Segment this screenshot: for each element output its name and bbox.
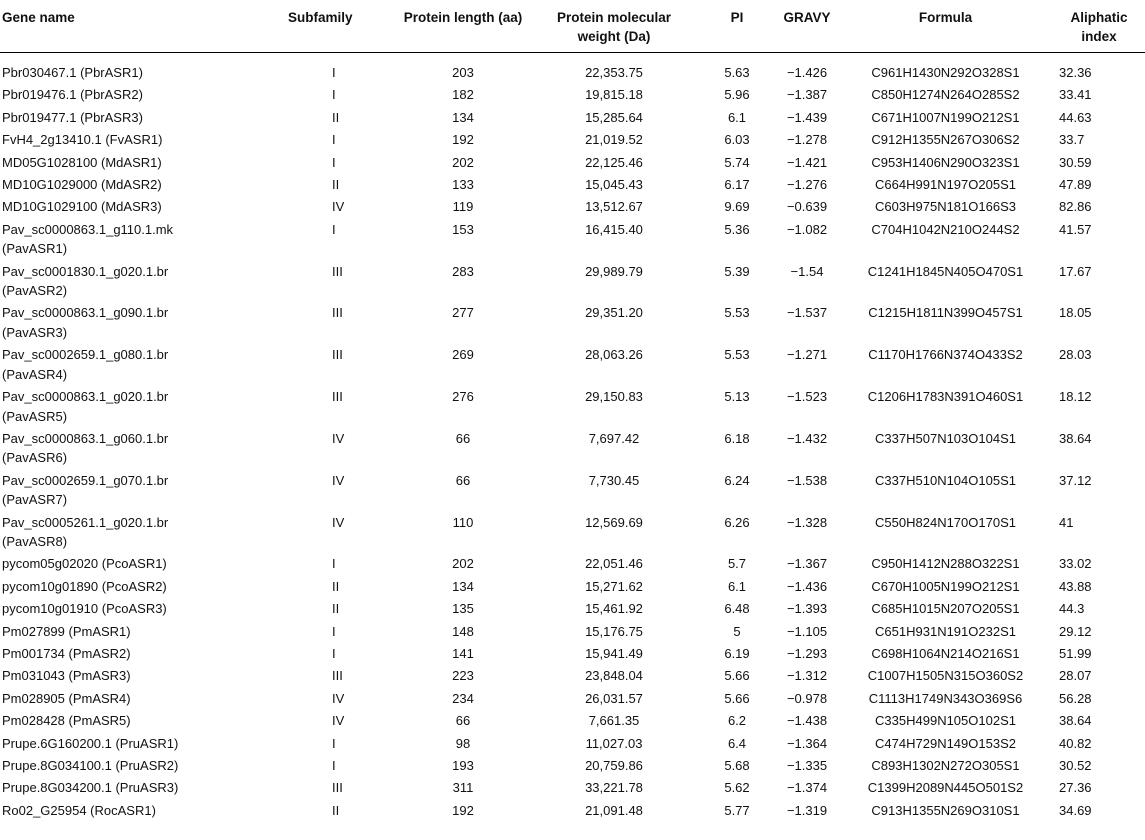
gene-name-cell [0,776,288,798]
header-subfamily: Subfamily [288,0,396,53]
table-row [0,799,1145,821]
protein-length-cell: 234 [452,690,474,706]
gene-id: Pm028428 (PmASR5) [2,713,131,729]
gene-name-cell [0,128,288,150]
protein-length-cell: 133 [452,177,474,193]
gene-id: FvH4_2g13410.1 (FvASR1) [2,132,163,148]
gene-id: pycom10g01890 (PcoASR2) [2,578,167,594]
molecular-weight-cell: 22,051.46 [585,556,643,572]
formula-cell: C1241H1845N405O470S1 [867,263,1024,279]
gene-id: Pav_sc0002659.1_g070.1.br [2,472,169,488]
gene-name-cell [0,260,288,302]
formula-cell: C704H1042N210O244S2 [871,221,1020,237]
subfamily-cell: I [332,132,336,148]
gravy-cell: −1.364 [786,735,828,751]
subfamily-cell: IV [332,199,345,215]
gravy-cell: −1.293 [786,645,828,661]
gravy-cell: −1.393 [786,601,828,617]
table-row [0,106,1145,128]
gene-id: Pm001734 (PmASR2) [2,645,131,661]
subfamily-cell: I [332,735,336,751]
gravy-cell: −1.438 [786,713,828,729]
molecular-weight-cell: 29,150.83 [585,389,643,405]
gene-id: Pbr019477.1 (PbrASR3) [2,109,143,125]
protein-length-cell: 202 [452,556,474,572]
formula-cell: C961H1430N292O328S1 [871,65,1020,80]
aliphatic-index-cell: 33.7 [1059,132,1085,148]
gene-name-cell [0,385,288,427]
pi-cell: 5.36 [724,221,750,237]
gene-alias: (PavASR7) [2,492,68,508]
gene-name-cell [0,83,288,105]
formula-cell: C651H931N191O232S1 [875,623,1016,639]
formula-cell: C1007H1505N315O360S2 [867,668,1024,684]
gravy-cell: −1.328 [786,514,828,530]
protein-length-cell: 148 [452,623,474,639]
gene-name-cell [0,664,288,686]
protein-length-cell: 223 [452,668,474,684]
subfamily-cell: IV [332,472,345,488]
gravy-cell: −1.387 [786,87,828,103]
molecular-weight-cell: 21,019.52 [585,132,643,148]
pi-cell: 9.69 [724,199,750,215]
gene-id: MD10G1029000 (MdASR2) [2,177,162,193]
table-row [0,301,1145,343]
aliphatic-index-cell: 32.36 [1059,65,1092,80]
gene-id: Ro02_G25954 (RocASR1) [2,802,156,818]
aliphatic-index-cell: 44.3 [1059,601,1085,617]
aliphatic-index-cell: 28.03 [1059,347,1092,363]
gravy-cell: −1.439 [786,109,828,125]
aliphatic-index-cell: 44.63 [1059,109,1092,125]
gene-id: Pm027899 (PmASR1) [2,623,131,639]
gene-name-cell [0,301,288,343]
gene-id: Prupe.6G160200.1 (PruASR1) [2,735,179,751]
protein-length-cell: 182 [452,87,474,103]
gravy-cell: −1.312 [786,668,828,684]
pi-cell: 6.26 [724,514,750,530]
protein-length-cell: 311 [452,780,474,796]
gene-name-cell [0,151,288,173]
pi-cell: 6.2 [727,713,747,729]
table-row [0,776,1145,798]
formula-cell: C603H975N181O166S3 [875,199,1016,215]
table-row [0,732,1145,754]
formula-cell: C664H991N197O205S1 [875,177,1016,193]
formula-cell: C1206H1783N391O460S1 [867,389,1024,405]
gene-id: Pav_sc0000863.1_g060.1.br [2,430,169,446]
subfamily-cell: II [332,802,340,818]
molecular-weight-cell: 13,512.67 [585,199,643,215]
gene-alias: (PavASR5) [2,408,68,424]
aliphatic-index-cell: 40.82 [1059,735,1092,751]
header-molecular-weight: Protein molecular weight (Da) [530,0,698,53]
table-row [0,597,1145,619]
gene-id: Pbr030467.1 (PbrASR1) [2,65,143,80]
protein-length-cell: 98 [455,735,471,751]
gene-name-cell [0,106,288,128]
molecular-weight-cell: 16,415.40 [585,221,643,237]
table-row [0,385,1145,427]
subfamily-cell: II [332,109,340,125]
pi-cell: 6.17 [724,177,750,193]
header-pi: PI [698,0,776,53]
molecular-weight-cell: 23,848.04 [585,668,643,684]
table-row [0,128,1145,150]
protein-length-cell: 134 [452,578,474,594]
table-row [0,664,1145,686]
gravy-cell: −1.54 [790,263,824,279]
formula-cell: C670H1005N199O212S1 [871,578,1020,594]
protein-length-cell: 192 [452,802,474,818]
aliphatic-index-cell: 30.52 [1059,758,1092,773]
subfamily-cell: IV [332,514,345,530]
gene-name-cell [0,173,288,195]
pi-cell: 5.53 [724,305,750,321]
aliphatic-index-cell: 18.05 [1059,305,1092,321]
pi-cell: 6.48 [724,601,750,617]
aliphatic-index-cell: 29.12 [1059,623,1092,639]
aliphatic-index-cell: 34.69 [1059,802,1092,818]
formula-cell: C337H507N103O104S1 [875,430,1016,446]
header-aliphatic-index: Aliphatic index [1053,0,1145,53]
gravy-cell: −1.374 [786,780,828,796]
molecular-weight-cell: 21,091.48 [585,802,643,818]
gravy-cell: −1.537 [786,305,828,321]
formula-cell: C1113H1749N343O369S6 [868,690,1023,706]
pi-cell: 5.7 [727,556,747,572]
aliphatic-index-cell: 82.86 [1059,199,1092,215]
gene-alias: (PavASR3) [2,324,68,340]
subfamily-cell: I [332,221,336,237]
pi-cell: 5.66 [724,668,750,684]
protein-length-cell: 66 [455,430,471,446]
gene-name-cell [0,799,288,821]
gene-id: MD10G1029100 (MdASR3) [2,199,162,215]
gravy-cell: −1.271 [786,347,828,363]
subfamily-cell: I [332,556,336,572]
subfamily-cell: I [332,87,336,103]
pi-cell: 5.63 [724,65,750,80]
protein-length-cell: 119 [452,199,474,215]
table-header [0,0,1145,53]
subfamily-cell: III [332,389,343,405]
gene-name-cell [0,343,288,385]
molecular-weight-cell: 29,351.20 [585,305,643,321]
formula-cell: C698H1064N214O216S1 [871,645,1020,661]
protein-length-cell: 66 [455,713,471,729]
table-row [0,469,1145,511]
protein-length-cell: 276 [452,389,474,405]
header-row [0,0,1145,53]
table-body [0,53,1145,822]
protein-length-cell: 283 [452,263,474,279]
formula-cell: C1170H1766N374O433S2 [868,347,1023,363]
pi-cell: 5.74 [724,154,750,170]
pi-cell: 5.66 [724,690,750,706]
table-row [0,709,1145,731]
gravy-cell: −1.278 [786,132,828,148]
gene-alias: (PavASR4) [2,366,68,382]
protein-length-cell: 193 [452,758,474,773]
gene-id: Prupe.8G034200.1 (PruASR3) [2,780,179,796]
formula-cell: C1399H2089N445O501S2 [867,780,1024,796]
protein-length-cell: 153 [452,221,474,237]
subfamily-cell: IV [332,430,345,446]
gene-name-cell [0,575,288,597]
gravy-cell: −1.335 [786,758,828,773]
protein-length-cell: 203 [452,65,474,80]
subfamily-cell: I [332,645,336,661]
gene-name-cell [0,687,288,709]
table-row [0,218,1145,260]
formula-cell: C950H1412N288O322S1 [871,556,1020,572]
gene-id: Pav_sc0000863.1_g110.1.mk [2,221,174,237]
molecular-weight-cell: 7,730.45 [588,472,640,488]
pi-cell: 5.53 [724,347,750,363]
pi-cell: 5.13 [724,389,750,405]
gene-id: Pav_sc0001830.1_g020.1.br [2,263,169,279]
gene-name-cell [0,620,288,642]
table-row [0,575,1145,597]
gravy-cell: −1.538 [786,472,828,488]
table-row [0,343,1145,385]
gravy-cell: −1.432 [786,430,828,446]
formula-cell: C550H824N170O170S1 [875,514,1016,530]
gene-id: Pav_sc0000863.1_g090.1.br [2,305,169,321]
aliphatic-index-cell: 18.12 [1059,389,1092,405]
aliphatic-index-cell: 38.64 [1059,713,1092,729]
formula-cell: C893H1302N272O305S1 [871,758,1020,773]
molecular-weight-cell: 28,063.26 [585,347,643,363]
subfamily-cell: III [332,780,343,796]
table-row [0,260,1145,302]
gene-id: Prupe.8G034100.1 (PruASR2) [2,758,179,773]
table-row [0,83,1145,105]
pi-cell: 5.39 [724,263,750,279]
aliphatic-index-cell: 33.41 [1059,87,1092,103]
formula-cell: C1215H1811N399O457S1 [868,305,1023,321]
gravy-cell: −0.639 [786,199,828,215]
molecular-weight-cell: 26,031.57 [585,690,643,706]
gene-id: MD05G1028100 (MdASR1) [2,154,162,170]
molecular-weight-cell: 19,815.18 [585,87,643,103]
subfamily-cell: I [332,65,336,80]
subfamily-cell: III [332,305,343,321]
table-row [0,754,1145,776]
gravy-cell: −1.105 [786,623,828,639]
gene-alias: (PavASR2) [2,283,68,299]
protein-length-cell: 269 [452,347,474,363]
aliphatic-index-cell: 27.36 [1059,780,1092,796]
gravy-cell: −1.276 [786,177,828,193]
gene-id: Pm028905 (PmASR4) [2,690,131,706]
formula-cell: C335H499N105O102S1 [875,713,1016,729]
gene-id: Pav_sc0005261.1_g020.1.br [2,514,169,530]
gene-id: Pbr019476.1 (PbrASR2) [2,87,143,103]
subfamily-cell: I [332,154,336,170]
gravy-cell: −1.319 [786,802,828,818]
table-row [0,687,1145,709]
gene-id: Pav_sc0000863.1_g020.1.br [2,389,169,405]
subfamily-cell: III [332,263,343,279]
molecular-weight-cell: 15,941.49 [585,645,643,661]
protein-length-cell: 135 [452,601,474,617]
header-gravy: GRAVY [776,0,838,53]
gene-id: pycom05g02020 (PcoASR1) [2,556,167,572]
molecular-weight-cell: 12,569.69 [585,514,643,530]
aliphatic-index-cell: 41 [1059,514,1074,530]
gravy-cell: −1.436 [786,578,828,594]
table-row [0,151,1145,173]
pi-cell: 6.18 [724,430,750,446]
gene-id: Pm031043 (PmASR3) [2,668,131,684]
table-row [0,552,1145,574]
pi-cell: 5.96 [724,87,750,103]
pi-cell: 5.77 [724,802,750,818]
aliphatic-index-cell: 41.57 [1059,221,1092,237]
pi-cell: 5.62 [724,780,750,796]
molecular-weight-cell: 15,461.92 [585,601,643,617]
molecular-weight-cell: 22,353.75 [585,65,643,80]
subfamily-cell: II [332,601,340,617]
formula-cell: C912H1355N267O306S2 [871,132,1020,148]
pi-cell: 6.19 [724,645,750,661]
gene-name-cell [0,427,288,469]
molecular-weight-cell: 22,125.46 [585,154,643,170]
gravy-cell: −1.523 [786,389,828,405]
pi-cell: 6.03 [724,132,750,148]
table-row [0,427,1145,469]
subfamily-cell: IV [332,690,345,706]
gene-alias: (PavASR8) [2,533,68,549]
protein-length-cell: 277 [452,305,474,321]
formula-cell: C474H729N149O153S2 [875,735,1016,751]
gene-name-cell [0,511,288,553]
pi-cell: 6.24 [724,472,750,488]
table-row [0,642,1145,664]
gene-name-cell [0,218,288,260]
molecular-weight-cell: 20,759.86 [585,758,643,773]
molecular-weight-cell: 7,661.35 [588,713,640,729]
pi-cell: 5 [733,623,741,639]
molecular-weight-cell: 29,989.79 [585,263,643,279]
protein-length-cell: 110 [452,514,474,530]
formula-cell: C685H1015N207O205S1 [871,601,1020,617]
pi-cell: 6.1 [727,578,747,594]
subfamily-cell: IV [332,713,345,729]
molecular-weight-cell: 15,271.62 [585,578,643,594]
protein-length-cell: 66 [455,472,471,488]
table-row [0,511,1145,553]
molecular-weight-cell: 15,176.75 [585,623,643,639]
pi-cell: 6.1 [727,109,747,125]
aliphatic-index-cell: 28.07 [1059,668,1092,684]
gene-alias: (PavASR6) [2,450,68,466]
protein-length-cell: 192 [452,132,474,148]
header-protein-length: Protein length (aa) [396,0,530,53]
protein-length-cell: 134 [452,109,474,125]
gene-name-cell [0,754,288,776]
gene-name-cell [0,53,288,84]
aliphatic-index-cell: 38.64 [1059,430,1092,446]
subfamily-cell: III [332,347,343,363]
table-row [0,620,1145,642]
table-row [0,173,1145,195]
formula-cell: C913H1355N269O310S1 [871,802,1020,818]
gene-name-cell [0,642,288,664]
pi-cell: 5.68 [724,758,750,773]
gravy-cell: −0.978 [786,690,828,706]
aliphatic-index-cell: 56.28 [1059,690,1092,706]
protein-length-cell: 141 [452,645,474,661]
table-row [0,53,1145,84]
molecular-weight-cell: 15,045.43 [585,177,643,193]
gene-name-cell [0,732,288,754]
formula-cell: C337H510N104O105S1 [875,472,1016,488]
aliphatic-index-cell: 43.88 [1059,578,1092,594]
gene-name-cell [0,709,288,731]
formula-cell: C850H1274N264O285S2 [871,87,1020,103]
subfamily-cell: I [332,623,336,639]
molecular-weight-cell: 15,285.64 [585,109,643,125]
aliphatic-index-cell: 17.67 [1059,263,1092,279]
gene-name-cell [0,552,288,574]
gravy-cell: −1.367 [786,556,828,572]
aliphatic-index-cell: 30.59 [1059,154,1092,170]
subfamily-cell: II [332,177,340,193]
gene-id: pycom10g01910 (PcoASR3) [2,601,167,617]
pi-cell: 6.4 [727,735,747,751]
gene-name-cell [0,597,288,619]
table-row [0,195,1145,217]
aliphatic-index-cell: 51.99 [1059,645,1092,661]
header-formula: Formula [838,0,1053,53]
aliphatic-index-cell: 37.12 [1059,472,1092,488]
aliphatic-index-cell: 33.02 [1059,556,1092,572]
molecular-weight-cell: 11,027.03 [585,735,643,751]
formula-cell: C671H1007N199O212S1 [871,109,1020,125]
aliphatic-index-cell: 47.89 [1059,177,1092,193]
formula-cell: C953H1406N290O323S1 [871,154,1020,170]
gravy-cell: −1.421 [786,154,828,170]
protein-length-cell: 202 [452,154,474,170]
gravy-cell: −1.426 [786,65,828,80]
gene-name-cell [0,195,288,217]
subfamily-cell: I [332,758,336,773]
gene-alias: (PavASR1) [2,241,68,257]
gene-name-cell [0,469,288,511]
subfamily-cell: III [332,668,343,684]
subfamily-cell: II [332,578,340,594]
header-gene-name: Gene name [0,0,288,53]
gravy-cell: −1.082 [786,221,828,237]
molecular-weight-cell: 33,221.78 [585,780,643,796]
molecular-weight-cell: 7,697.42 [588,430,640,446]
gene-id: Pav_sc0002659.1_g080.1.br [2,347,169,363]
